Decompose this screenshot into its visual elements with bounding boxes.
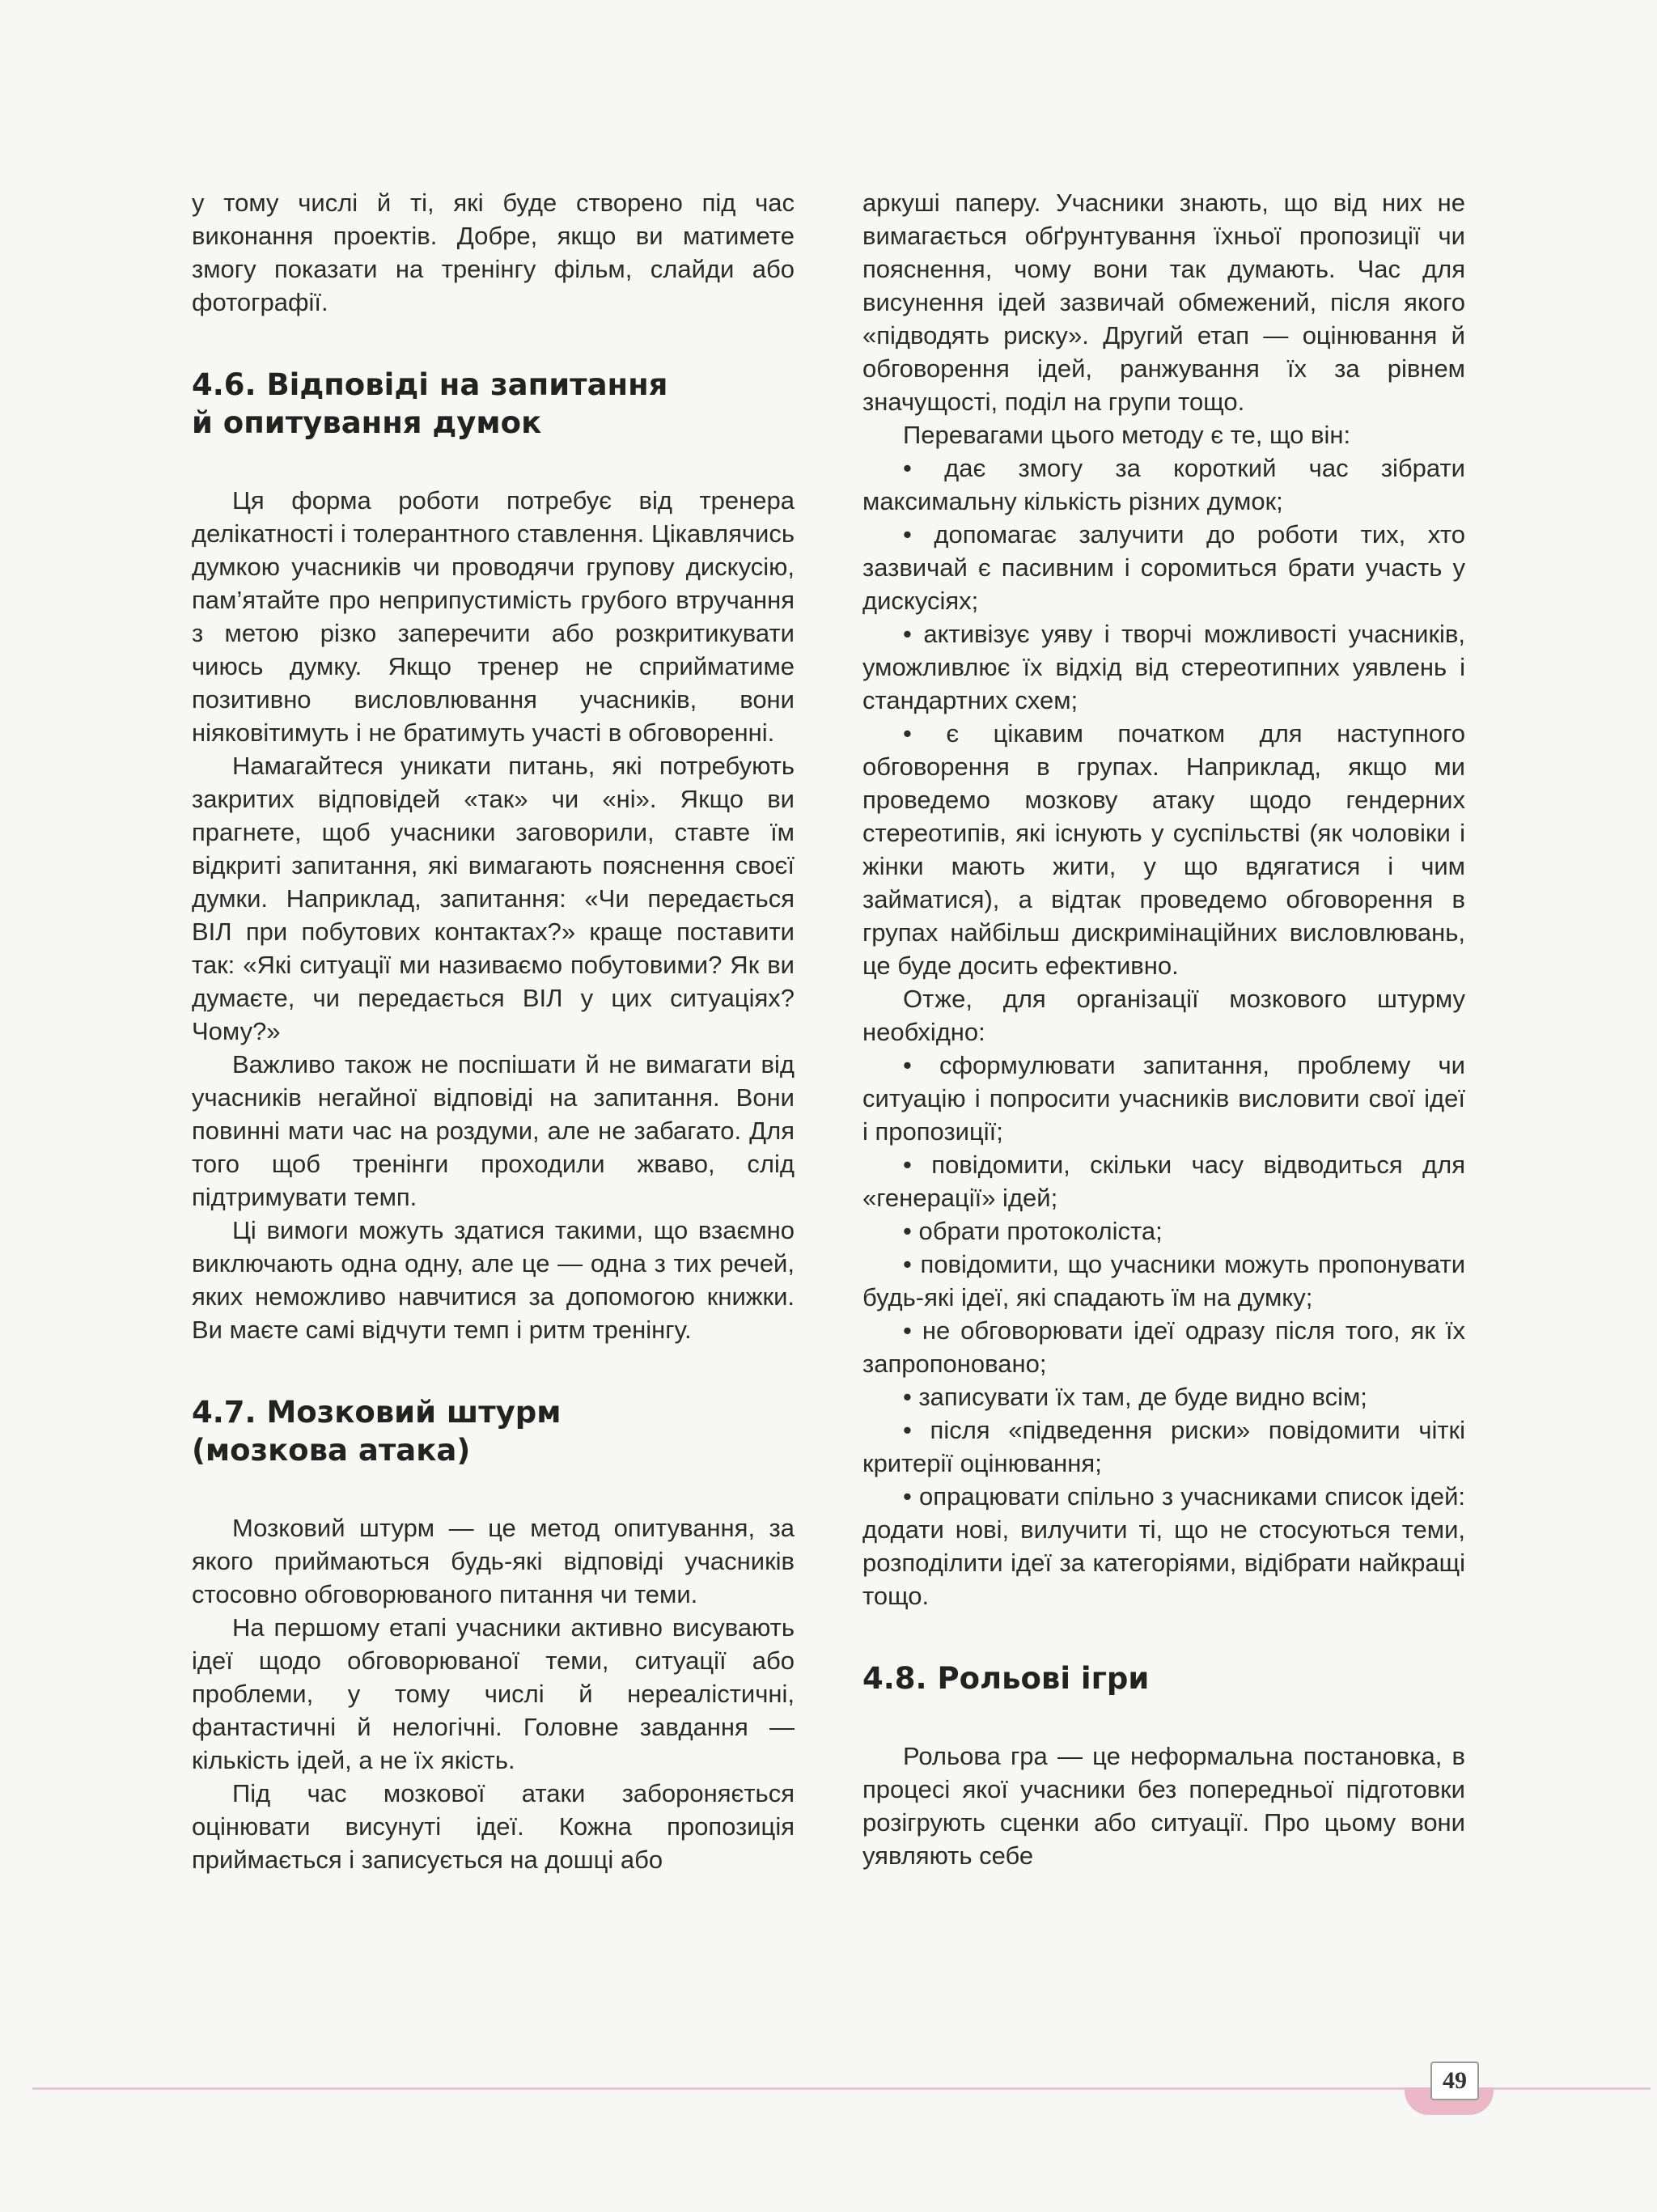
bullet-item: • допомагає залучити до роботи тих, хто зазвичай є пасивним і соромиться брати участь у дискусіях; bbox=[862, 518, 1465, 617]
paragraph: Рольова гра — це неформальна постановка, в процесі якої учасники без попередньої підготовки розігрують сценки або ситуації. Про цьому вони уявляють себе bbox=[862, 1742, 1465, 1870]
bullet-item: • є цікавим початком для наступного обговорення в групах. Наприклад, якщо ми проведемо мозкову атаку щодо гендерних стереотипів, які існують у суспільстві (як чоловіки і жінки мають жити, у що вдягатися і чим займатися), а відтак проведемо обговорення в групах найбільш дискримінаційних висловлювань, це буде досить ефективно. bbox=[862, 717, 1465, 982]
right-column bbox=[862, 186, 1465, 1872]
bullet-item: • дає змогу за короткий час зібрати максимальну кількість різних думок; bbox=[862, 451, 1465, 518]
bullet-item: • після «підведення риски» повідомити чіткі критерії оцінювання; bbox=[862, 1413, 1465, 1480]
bullet-item: • повідомити, що учасники можуть пропонувати будь-які ідеї, які спадають їм на думку; bbox=[862, 1248, 1465, 1314]
page-number: 49 bbox=[1430, 2062, 1479, 2100]
section-heading-4-6: 4.6. Відповіді на запитання й опитування думок bbox=[192, 367, 668, 440]
paragraph: На першому етапі учасники активно висувають ідеї щодо обговорюваної теми, ситуації або проблеми, у тому числі й нереалістичні, фантастичні й нелогічні. Головне завдання — кількість ідей, а не їх якість. bbox=[192, 1613, 795, 1774]
bullet-item: • повідомити, скільки часу відводиться для «генерації» ідей; bbox=[862, 1148, 1465, 1214]
footer-rule bbox=[1489, 2087, 1651, 2090]
paragraph: Під час мозкової атаки забороняється оцінювати висунуті ідеї. Кожна пропозиція приймається і записується на дошці або bbox=[192, 1779, 795, 1874]
bullet-item: • опрацювати спільно з учасниками список ідей: додати нові, вилучити ті, що не стосуються теми, розподілити ідеї за категоріями, відібрати найкращі тощо. bbox=[862, 1480, 1465, 1612]
footer-rule bbox=[32, 2087, 1416, 2090]
paragraph: Перевагами цього методу є те, що він: bbox=[903, 421, 1351, 449]
paragraph: Намагайтеся уникати питань, які потребують закритих відповідей «так» чи «ні». Якщо ви прагнете, щоб учасники заговорили, ставте їм відкриті запитання, які вимагають пояснення своєї думки. Наприклад, запитання: «Чи передається ВІЛ при побутових контактах?» краще поставити так: «Які ситуації ми називаємо побутовими? Як ви думаєте, чи передається ВІЛ у цих ситуаціях? Чому?» bbox=[192, 752, 795, 1045]
bullet-item: • обрати протоколіста; bbox=[862, 1214, 1465, 1248]
section-heading-4-8: 4.8. Рольові ігри bbox=[862, 1661, 1150, 1696]
paragraph: Мозковий штурм — це метод опитування, за якого приймаються будь-які відповіді учасників стосовно обговорюваного питання чи теми. bbox=[192, 1514, 795, 1608]
bullet-item: • записувати їх там, де буде видно всім; bbox=[862, 1380, 1465, 1413]
paragraph: Ці вимоги можуть здатися такими, що взаємно виключають одна одну, але це — одна з тих речей, яких неможливо навчитися за допомогою книжки. Ви маєте самі відчути темп і ритм тренінгу. bbox=[192, 1216, 795, 1344]
section-heading-4-7: 4.7. Мозковий штурм (мозкова атака) bbox=[192, 1395, 562, 1468]
bullet-item: • не обговорювати ідеї одразу після того, як їх запропоновано; bbox=[862, 1314, 1465, 1380]
paragraph: аркуші паперу. Учасники знають, що від них не вимагається обґрунтування їхньої пропозиції чи пояснення, чому вони так думають. Час для висунення ідей зазвичай обмежений, після якого «підводять риску». Другий етап — оцінювання й обговорення ідей, ранжування їх за рівнем значущості, поділ на групи тощо. bbox=[862, 189, 1465, 416]
left-column bbox=[192, 186, 795, 1876]
paragraph: Отже, для організації мозкового штурму необхідно: bbox=[862, 985, 1465, 1046]
bullet-item: • сформулювати запитання, проблему чи ситуацію і попросити учасників висловити свої ідеї і пропозиції; bbox=[862, 1049, 1465, 1148]
paragraph: у тому числі й ті, які буде створено під час виконання проектів. Добре, якщо ви матимете змогу показати на тренінгу фільм, слайди або фотографії. bbox=[192, 189, 795, 316]
paragraph: Ця форма роботи потребує від тренера делікатності і толерантного ставлення. Цікавлячись думкою учасників чи проводячи групову дискусію, пам’ятайте про неприпустимість грубого втручання з метою різко заперечити або розкритикувати чиюсь думку. Якщо тренер не сприйматиме позитивно висловлювання учасників, вони ніяковітимуть і не братимуть участі в обговоренні. bbox=[192, 486, 795, 747]
paragraph: Важливо також не поспішати й не вимагати від учасників негайної відповіді на запитання. Вони повинні мати час на роздуми, але не забагато. Для того щоб тренінги проходили жваво, слід підтримувати темп. bbox=[192, 1050, 795, 1211]
bullet-item: • активізує уяву і творчі можливості учасників, уможливлює їх відхід від стереотипних уявлень і стандартних схем; bbox=[862, 617, 1465, 717]
